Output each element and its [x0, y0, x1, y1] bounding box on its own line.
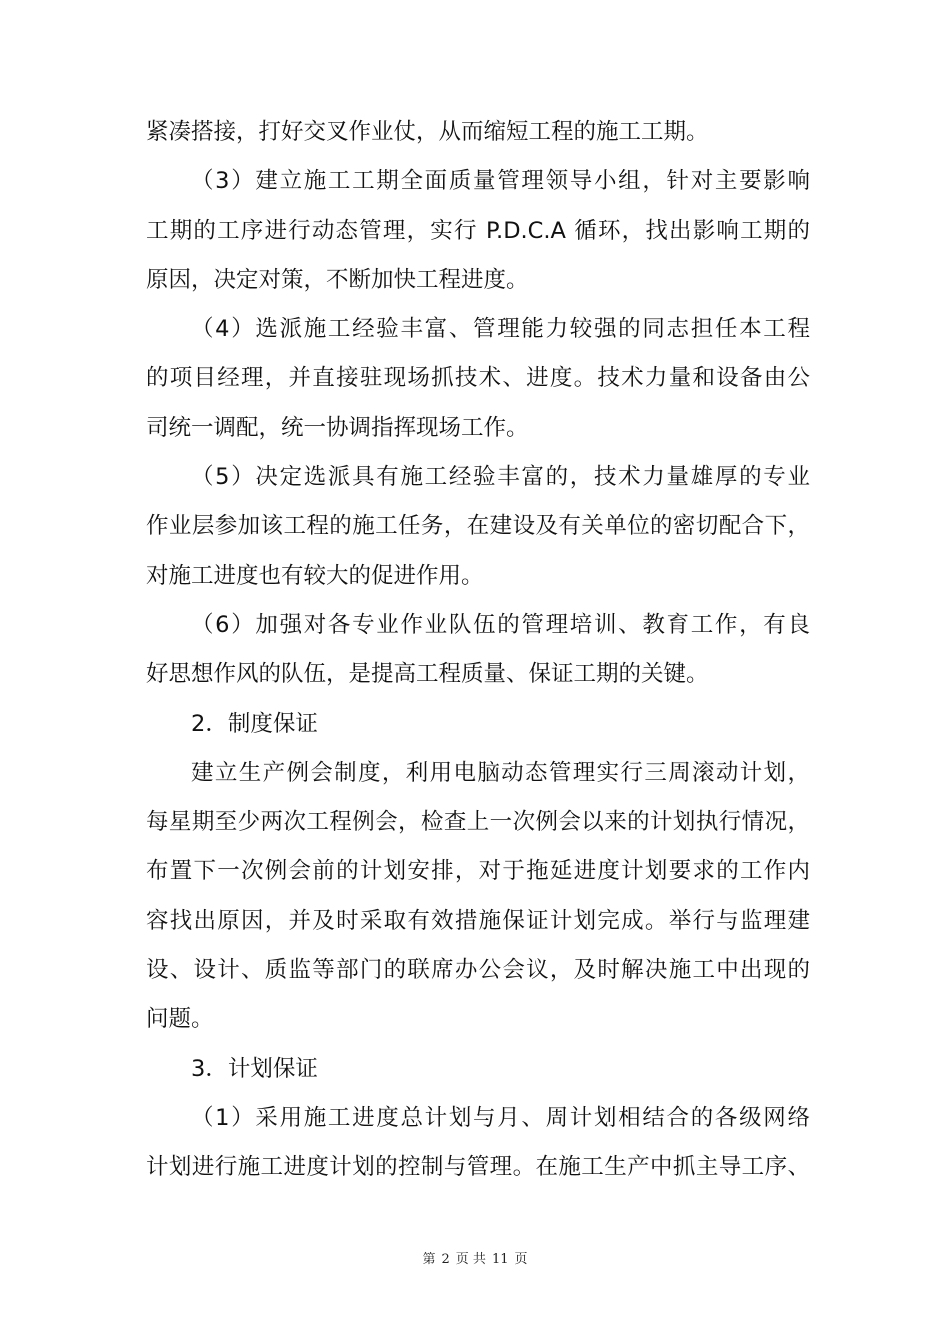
text-line: 工期的工序进行动态管理，实行 P.D.C.A 循环，找出影响工期的 — [146, 217, 810, 244]
text-line: 每星期至少两次工程例会，检查上一次例会以来的计划执行情况， — [146, 809, 810, 836]
footer-prefix: 第 — [422, 1252, 436, 1267]
text-line: 布置下一次例会前的计划安排，对于拖延进度计划要求的工作内 — [146, 858, 810, 885]
section-heading: 2．制度保证 — [191, 710, 318, 737]
text-line: 好思想作风的队伍，是提高工程质量、保证工期的关键。 — [146, 661, 709, 688]
text-line: 设、设计、质监等部门的联席办公会议，及时解决施工中出现的 — [146, 957, 810, 984]
footer-total-pages: 11 — [491, 1252, 509, 1267]
text-line: （6）加强对各专业作业队伍的管理培训、教育工作，有良 — [191, 611, 810, 638]
text-line: 问题。 — [146, 1006, 214, 1033]
text-line: （5）决定选派具有施工经验丰富的，技术力量雄厚的专业 — [191, 464, 810, 491]
text-line: 容找出原因，并及时采取有效措施保证计划完成。举行与监理建 — [146, 907, 810, 934]
text-line: （4）选派施工经验丰富、管理能力较强的同志担任本工程 — [191, 316, 810, 343]
text-line: 作业层参加该工程的施工任务，在建设及有关单位的密切配合下， — [146, 513, 810, 540]
body-text — [146, 108, 810, 1193]
page-footer — [0, 1248, 950, 1267]
text-line: 司统一调配，统一协调指挥现场工作。 — [146, 414, 529, 441]
text-line: （1）采用施工进度总计划与月、周计划相结合的各级网络 — [191, 1104, 810, 1131]
footer-suffix: 页 — [514, 1252, 528, 1267]
text-line: （3）建立施工工期全面质量管理领导小组，针对主要影响 — [191, 168, 810, 195]
footer-middle: 页 共 — [455, 1252, 486, 1267]
text-line: 紧凑搭接，打好交叉作业仗，从而缩短工程的施工工期。 — [146, 119, 709, 145]
section-heading: 3．计划保证 — [191, 1055, 318, 1082]
text-line: 的项目经理，并直接驻现场抓技术、进度。技术力量和设备由公 — [146, 365, 810, 392]
footer-page-number: 2 — [441, 1252, 450, 1267]
text-line: 计划进行施工进度计划的控制与管理。在施工生产中抓主导工序、 — [146, 1154, 810, 1181]
text-line: 建立生产例会制度，利用电脑动态管理实行三周滚动计划， — [191, 759, 810, 786]
text-line: 原因，决定对策，不断加快工程进度。 — [146, 266, 529, 293]
text-line: 对施工进度也有较大的促进作用。 — [146, 562, 484, 589]
